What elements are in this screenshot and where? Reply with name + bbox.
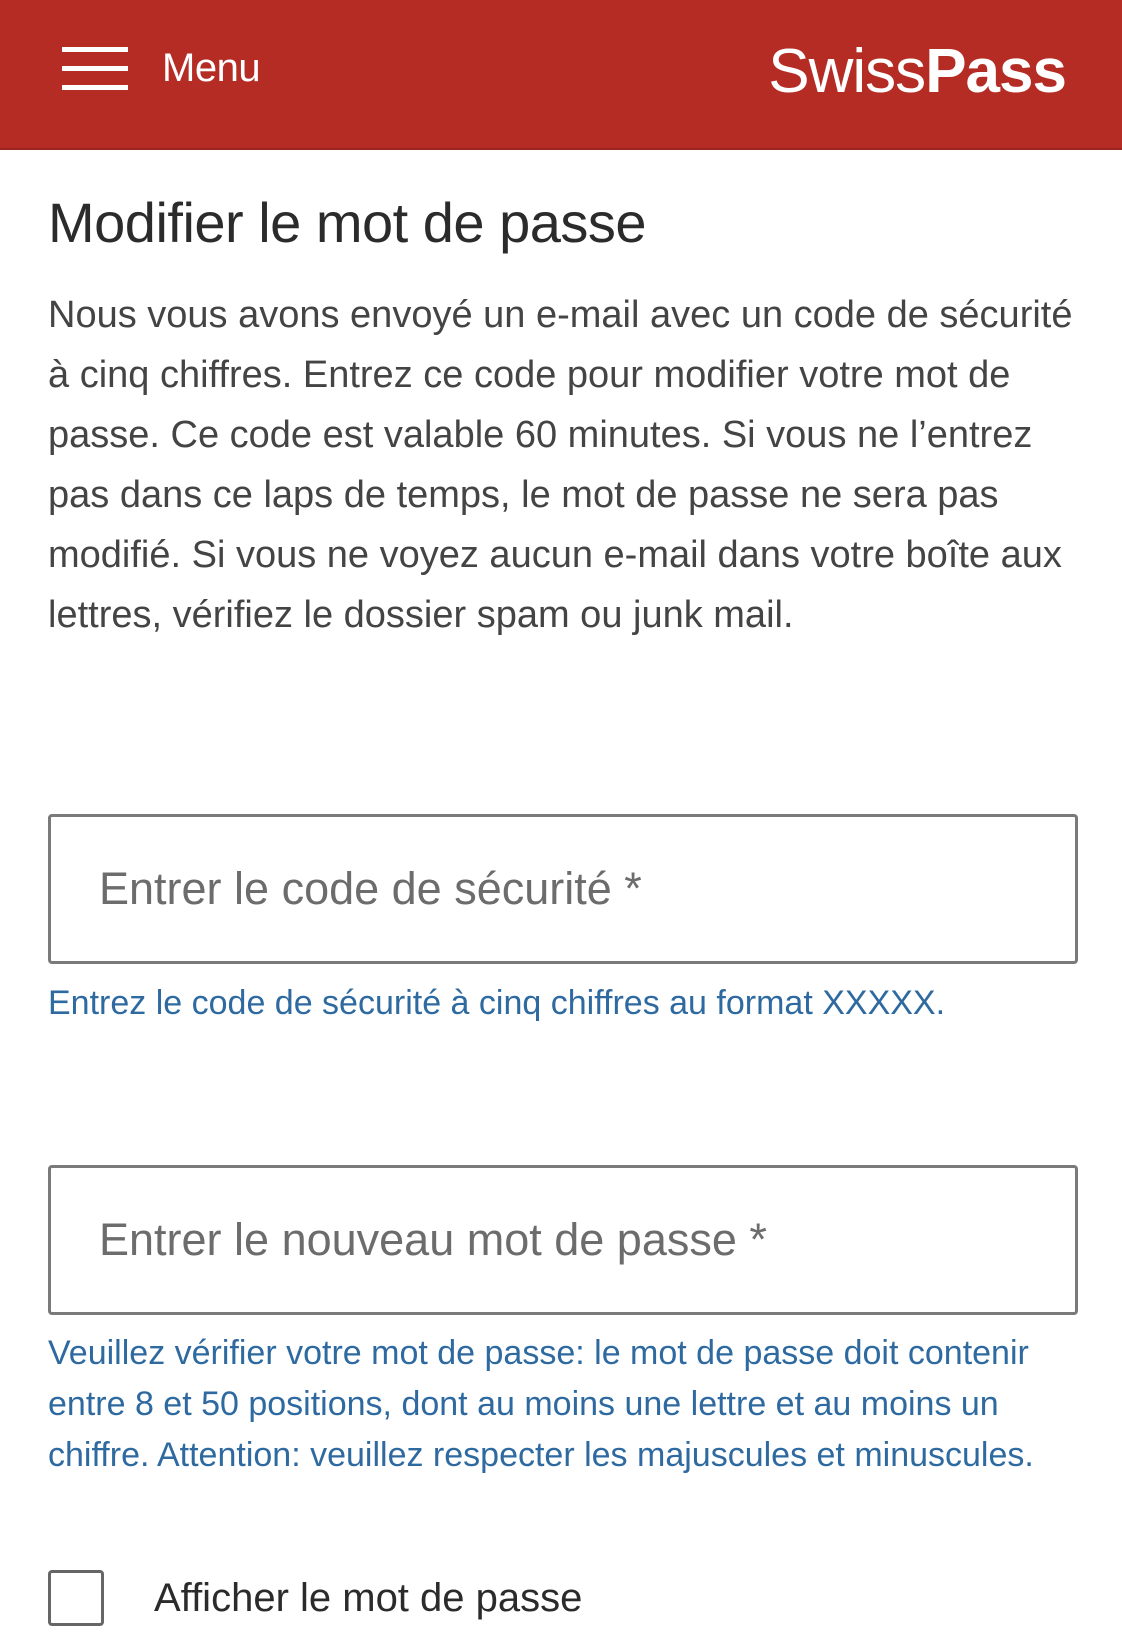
security-code-hint: Entrez le code de sécurité à cinq chiffres au format XXXXX. (48, 984, 946, 1022)
logo-pass-text: Pass (925, 37, 1066, 106)
logo-swiss-text: Swiss (768, 37, 926, 106)
show-password-checkbox[interactable] (48, 1570, 104, 1626)
new-password-input[interactable] (48, 1165, 1078, 1315)
swisspass-logo[interactable] (768, 36, 1066, 107)
menu-button[interactable] (50, 28, 260, 108)
intro-text: Nous vous avons envoyé un e-mail avec un code de sécurité à cinq chiffres. Entrez ce code pour modifier votre mot de passe. Ce code est valable 60 minutes. Si vous ne l’entrez pas dans ce laps de temps, le mot de passe ne sera pas modifié. Si vous ne voyez aucun e-mail dans votre boîte aux lettres, vérifiez le dossier spam ou junk mail. (48, 294, 1073, 636)
main-content (48, 190, 1078, 645)
page-title: Modifier le mot de passe (48, 191, 647, 254)
new-password-hint: Veuillez vérifier votre mot de passe: le mot de passe doit contenir entre 8 et 50 positions, dont au moins une lettre et au moins un chiffre. Attention: veuillez respecter les majuscules et minuscules. (48, 1334, 1034, 1474)
menu-label[interactable]: Menu (162, 45, 261, 90)
top-bar (0, 0, 1122, 150)
show-password-label[interactable]: Afficher le mot de passe (154, 1575, 583, 1620)
hamburger-icon[interactable] (62, 47, 128, 89)
show-password-option[interactable] (48, 1570, 582, 1626)
security-code-input[interactable] (48, 814, 1078, 964)
